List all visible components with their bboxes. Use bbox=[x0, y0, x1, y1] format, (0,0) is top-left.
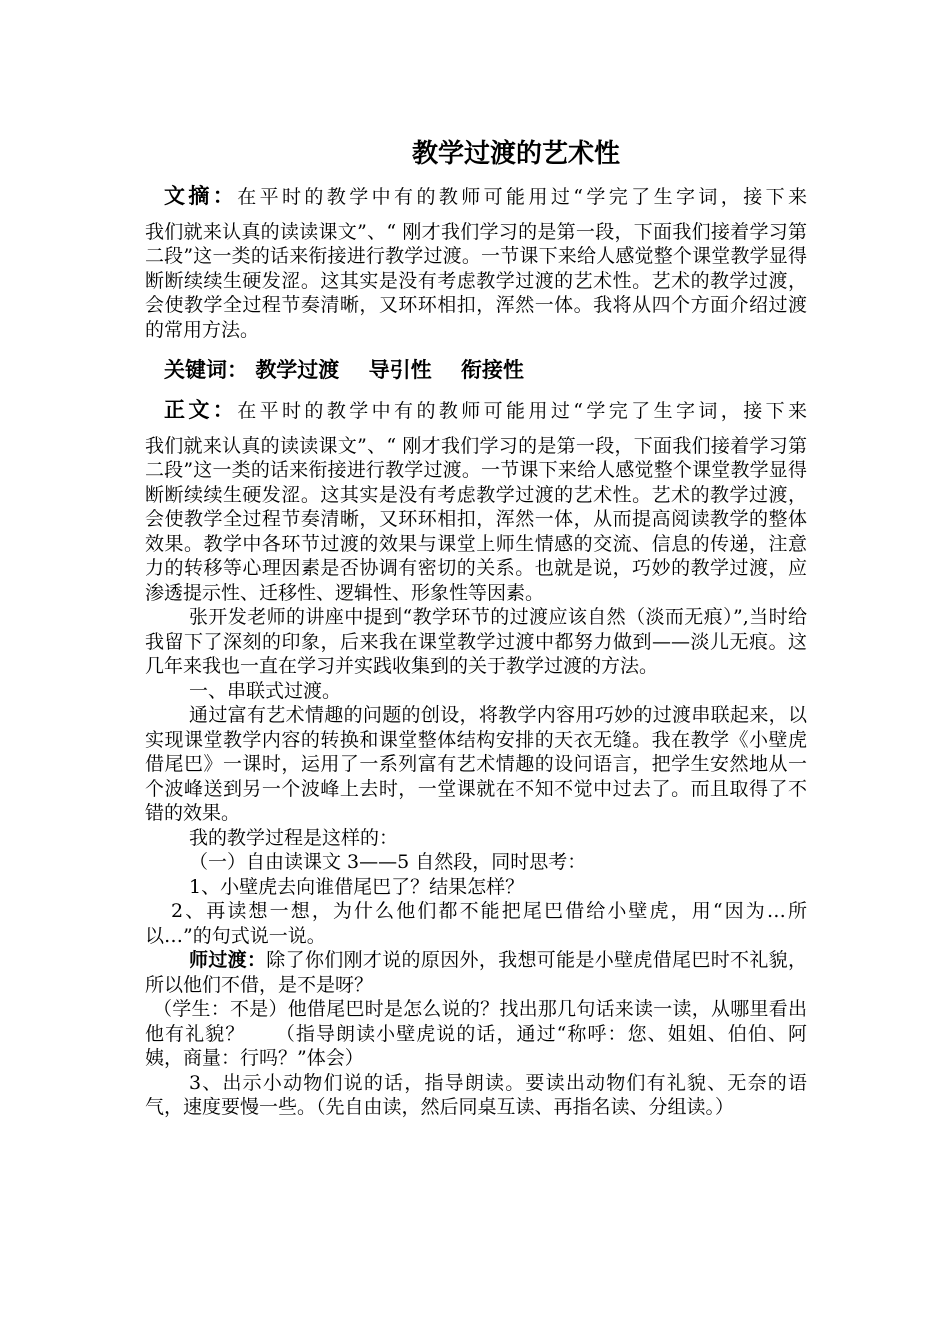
body-text-5: 我的教学过程是这样的： bbox=[189, 826, 399, 849]
keywords-line bbox=[164, 352, 807, 398]
body-text-6: （一）自由读课文 3——5 自然段，同时思考： bbox=[189, 851, 587, 873]
question-1: 1、小壁虎去向谁借尾巴了？结果怎样？ bbox=[189, 875, 525, 898]
abstract-first-text: 在平时的教学中有的教师可能用过“学完了生字词，接下来 bbox=[237, 186, 808, 208]
keyword-item: 衔接性 bbox=[460, 358, 524, 382]
student-response: （学生：不是）他借尾巴时是怎么说的？找出那几句话来读一读，从哪里看出他有礼貌？ （指导朗读小壁虎说的话，通过“称呼：您、姐姐、伯伯、阿姨，商量：行吗？”体会） bbox=[145, 998, 807, 1069]
abstract-first-line bbox=[145, 184, 807, 210]
body-text-2: 张开发老师的讲座中提到“教学环节的过渡应该自然（淡而无痕）”,当时给我留下了深刻的印象，后来我在课堂教学过渡中都努力做到——淡儿无痕。这几年来我也一直在学习并实践收集到的关于教学过渡的方法。 bbox=[145, 606, 807, 677]
question-3: 3、出示小动物们说的话，指导朗读。要读出动物们有礼貌、无奈的语气，速度要慢一些。（先自由读，然后同桌互读、再指名读、分组读。） bbox=[145, 1071, 807, 1118]
document-page bbox=[145, 128, 807, 1120]
teacher-transition-text: 除了你们刚才说的原因外，我想可能是小壁虎借尾巴时不礼貌，所以他们不借，是不是呀？ bbox=[145, 949, 807, 996]
abstract-text: 我们就来认真的读读课文”、“ 刚才我们学习的是第一段，下面我们接着学习第二段”这一类的话来衔接进行教学过渡。一节课下来给人感觉整个课堂教学显得断断续续生硬发涩。这其实是没有考虑教学过渡的艺术性。艺术的教学过渡，会使教学全过程节奏清晰，又环环相扣，浑然一体。我将从四个方面介绍过渡的常用方法。 bbox=[145, 220, 807, 341]
keyword-item: 导引性 bbox=[368, 358, 432, 382]
body-label: 正文： bbox=[164, 398, 238, 422]
abstract-label: 文摘： bbox=[164, 184, 238, 208]
body-first-text: 在平时的教学中有的教师可能用过“学完了生字词，接下来 bbox=[237, 400, 808, 422]
body-text-1: 我们就来认真的读读课文”、“ 刚才我们学习的是第一段，下面我们接着学习第二段”这一类的话来衔接进行教学过渡。一节课下来给人感觉整个课堂教学显得断断续续生硬发涩。这其实是没有考虑教学过渡的艺术性。艺术的教学过渡，会使教学全过程节奏清晰，又环环相扣，浑然一体，从而提高阅读教学的整体效果。教学中各环节过渡的效果与课堂上师生情感的交流、信息的传递，注意力的转移等心理因素是否协调有密切的关系。也就是说，巧妙的教学过渡，应渗透提示性、迁移性、逻辑性、形象性等因素。 bbox=[145, 434, 807, 604]
teacher-transition-label: 师过渡： bbox=[189, 949, 267, 971]
body-section bbox=[145, 398, 807, 1120]
body-first-line bbox=[145, 398, 807, 424]
body-paragraph bbox=[145, 398, 807, 424]
body-text-4: 通过富有艺术情趣的问题的创设，将教学内容用巧妙的过渡串联起来，以实现课堂教学内容的转换和课堂整体结构安排的天衣无缝。我在教学《小壁虎借尾巴》一课时，运用了一系列富有艺术情趣的设问语言，把学生安然地从一个波峰送到另一个波峰上去时，一堂课就在不知不觉中过去了。而且取得了不错的效果。 bbox=[145, 704, 807, 824]
teacher-transition-paragraph bbox=[145, 948, 807, 997]
keywords-label: 关键词： bbox=[164, 358, 248, 382]
document-title: 教学过渡的艺术性 bbox=[411, 139, 620, 169]
section-heading-1: 一、串联式过渡。 bbox=[189, 679, 342, 702]
question-2: 2、再读想一想，为什么他们都不能把尾巴借给小壁虎，用“因为…所以…”的句式说一说。 bbox=[145, 900, 807, 947]
abstract-paragraph bbox=[145, 184, 807, 210]
keyword-item: 教学过渡 bbox=[255, 358, 340, 382]
abstract-section bbox=[145, 184, 807, 342]
